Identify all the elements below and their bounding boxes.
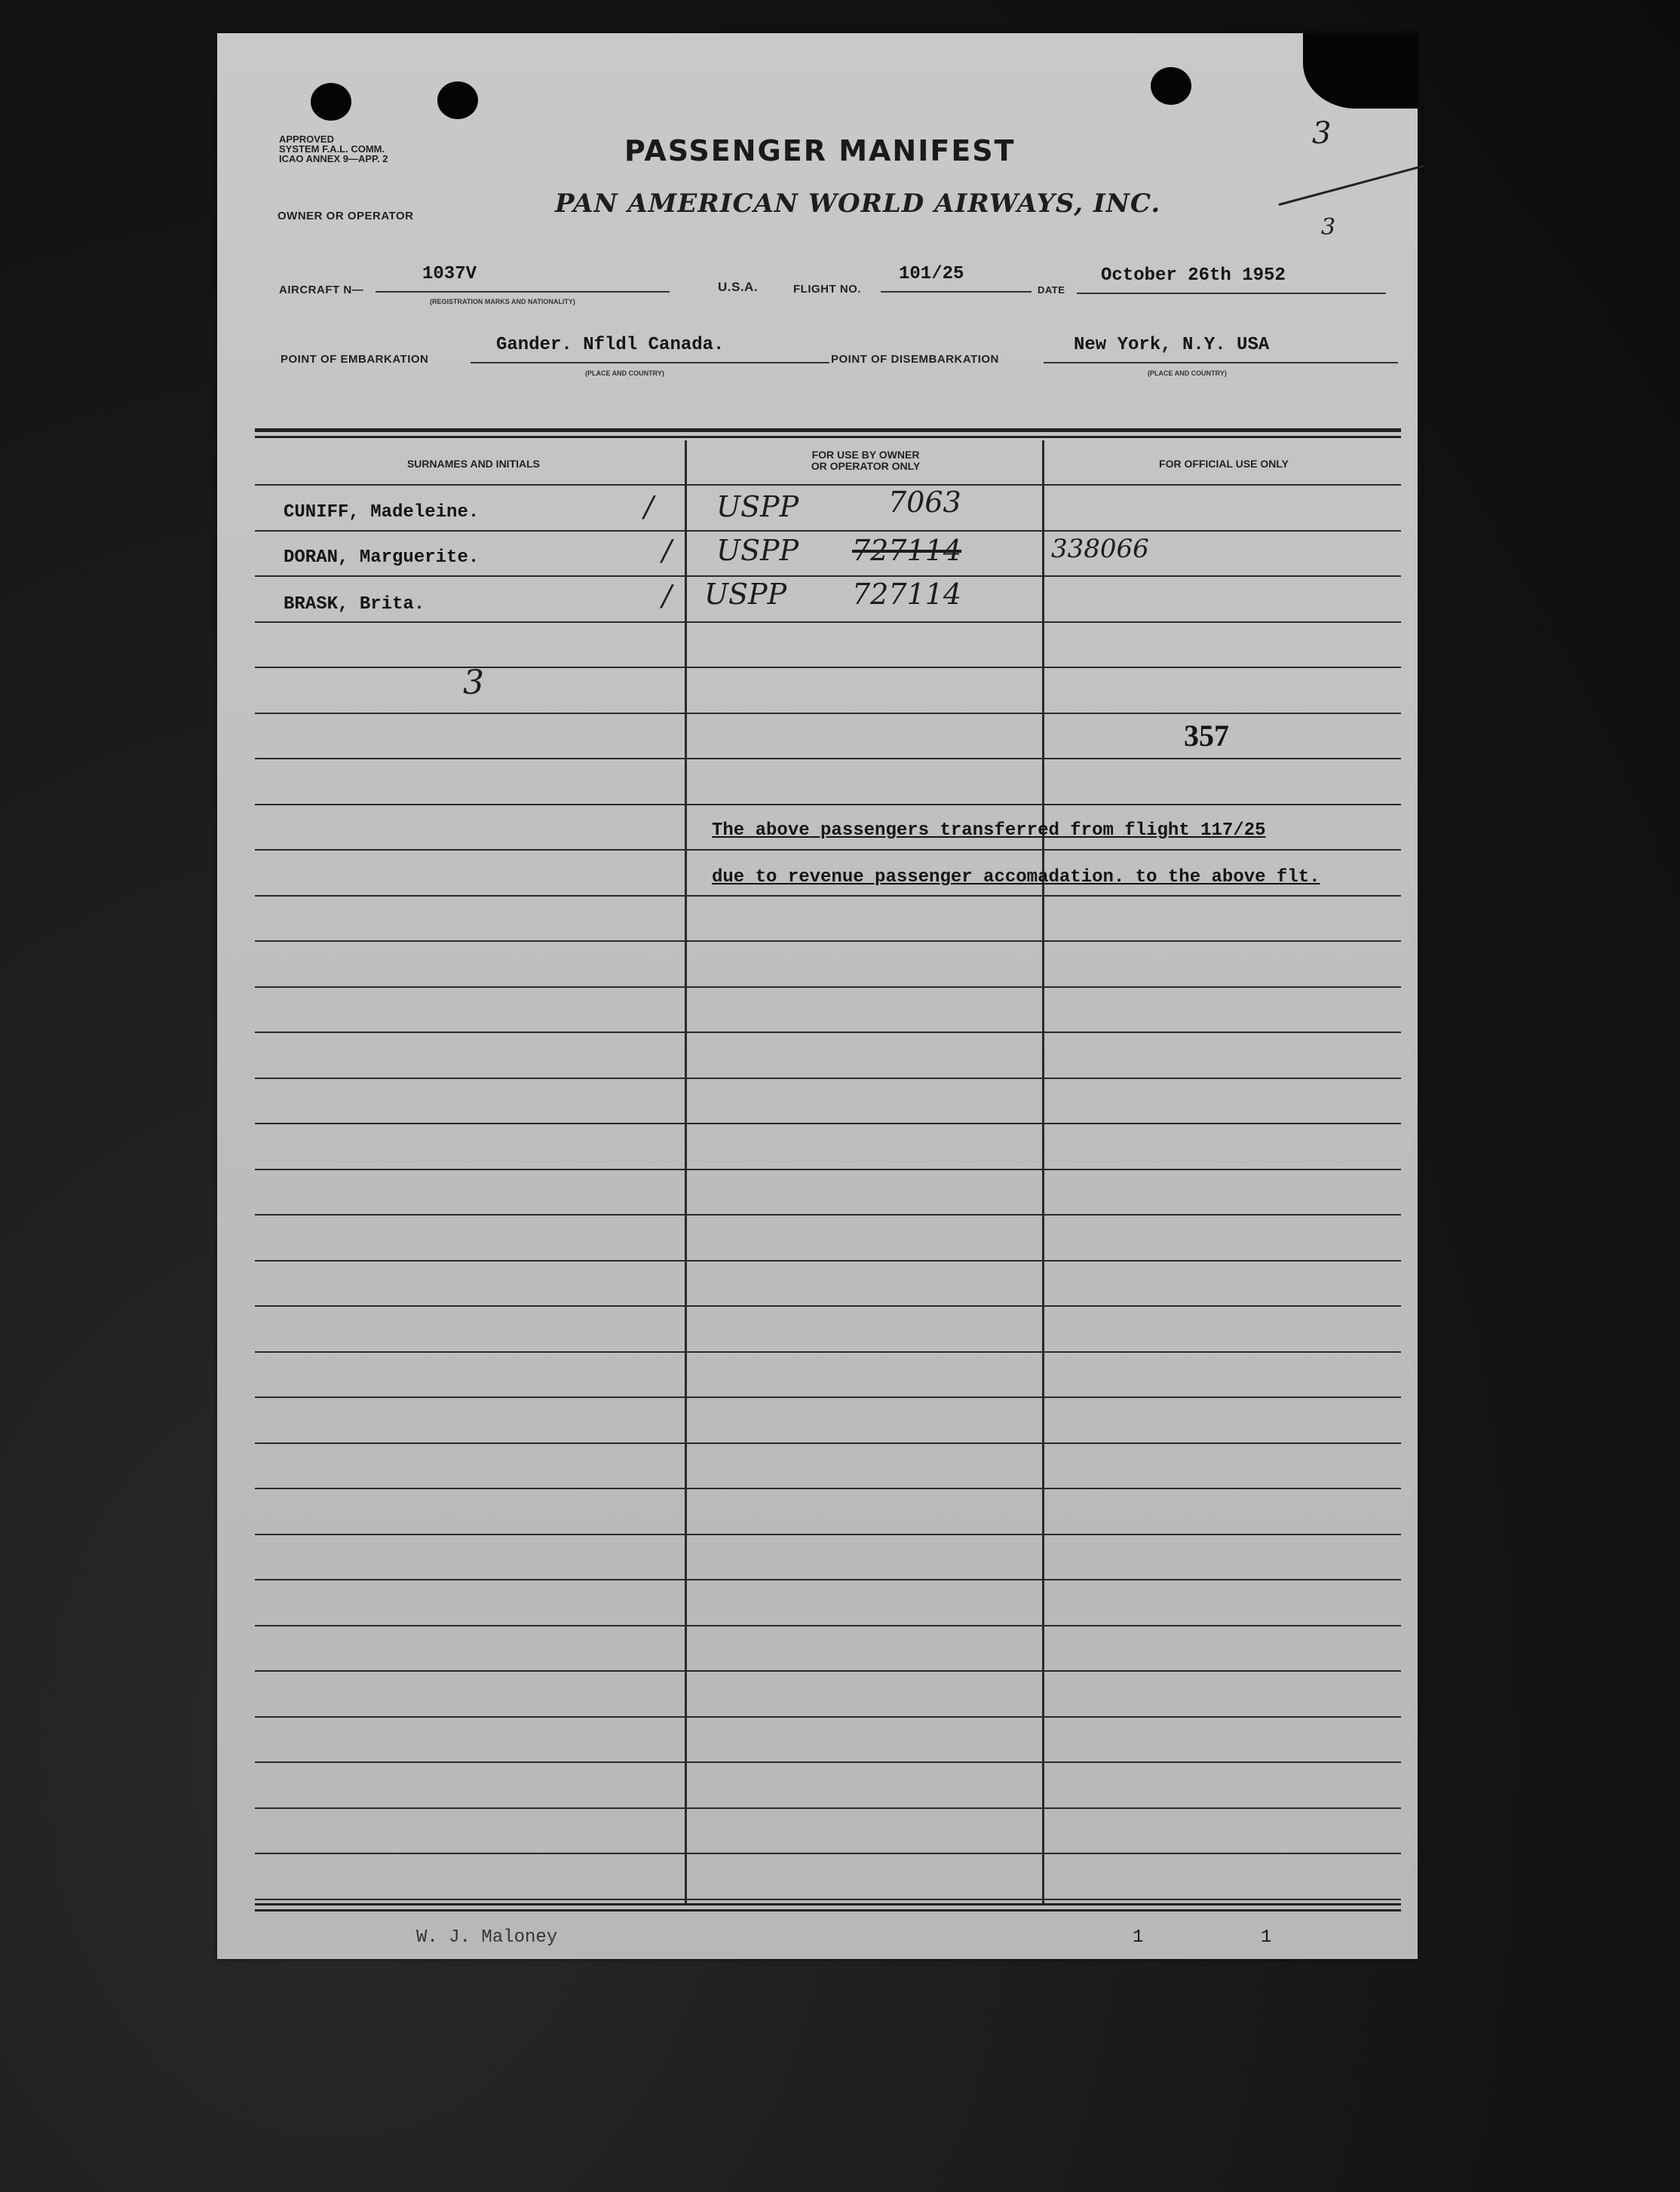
ruled-line [255,1716,1401,1718]
ruled-line [255,1214,1401,1216]
operator-number: 727114 [852,578,962,611]
official-total: 357 [1184,719,1229,753]
ruled-line [255,1351,1401,1353]
passenger-tick: / [662,534,672,567]
table-top-border [255,428,1401,432]
flight-underline [881,291,1032,293]
passenger-tick: / [662,579,672,612]
punch-hole-left [311,83,351,121]
ruled-line [255,1807,1401,1809]
passenger-name: DORAN, Marguerite. [284,547,480,568]
company-name: PAN AMERICAN WORLD AIRWAYS, INC. [555,189,1161,219]
page-title: PASSENGER MANIFEST [624,134,1016,167]
ruled-line [255,530,1401,532]
column-divider-2 [1042,440,1044,1903]
ruled-line [255,1260,1401,1262]
ruled-line [255,1032,1401,1033]
operator-note: USPP [704,578,787,611]
table-bottom-border [255,1903,1401,1905]
operator-note: USPP [716,534,799,567]
ruled-line [255,1123,1401,1124]
disembark-caption: (PLACE AND COUNTRY) [1148,369,1227,377]
date-label: DATE [1038,284,1065,296]
torn-corner [1303,33,1418,109]
embark-value: Gander. Nfldl Canada. [496,335,725,355]
passenger-tick: / [644,490,654,523]
registration-caption: (REGISTRATION MARKS AND NATIONALITY) [430,298,575,305]
operator-number-struck: 727114 [852,534,962,567]
aircraft-label: AIRCRAFT N— [279,284,364,296]
corner-note-top: 3 [1312,116,1332,151]
operator-note: USPP [716,490,799,523]
column-header-operator: FOR USE BY OWNER OR OPERATOR ONLY [811,449,921,472]
ruled-line [255,1534,1401,1535]
ruled-line [255,1442,1401,1444]
disembark-underline [1044,362,1398,363]
approval-note: APPROVED SYSTEM F.A.L. COMM. ICAO ANNEX 9—APP. 2 [279,133,388,164]
column-header-official: FOR OFFICIAL USE ONLY [1159,458,1289,470]
disembark-value: New York, N.Y. USA [1074,335,1270,355]
owner-label: OWNER OR OPERATOR [277,210,414,222]
passenger-count: 3 [463,664,484,702]
passenger-name: BRASK, Brita. [284,594,425,615]
aircraft-value: 1037V [422,264,477,284]
page-number-b: 1 [1261,1927,1272,1948]
aircraft-underline [376,291,670,293]
ruled-line [255,713,1401,714]
table-top-border-2 [255,436,1401,438]
ruled-line [255,1396,1401,1398]
embark-caption: (PLACE AND COUNTRY) [585,369,664,377]
ruled-line [255,895,1401,897]
corner-note-bottom: 3 [1321,214,1336,241]
ruled-line [255,804,1401,805]
passenger-name: CUNIFF, Madeleine. [284,502,480,523]
ruled-line [255,1761,1401,1763]
ruled-line [255,484,1401,486]
table-bottom-border-2 [255,1909,1401,1911]
flight-value: 101/25 [899,264,964,284]
ruled-line [255,1488,1401,1489]
ruled-line [255,758,1401,759]
ruled-line [255,667,1401,668]
manifest-sheet [217,33,1418,1959]
ruled-line [255,575,1401,577]
ruled-line [255,1625,1401,1626]
date-value: October 26th 1952 [1101,265,1286,286]
signature: W. J. Maloney [416,1927,558,1948]
ruled-line [255,621,1401,623]
embark-underline [471,362,829,363]
ruled-line [255,1853,1401,1854]
punch-hole-center [437,81,478,119]
remark-line-1: The above passengers transferred from flight 117/25 [712,820,1266,841]
official-number: 338066 [1051,534,1149,564]
punch-hole-right [1151,67,1191,105]
ruled-line [255,1579,1401,1580]
operator-number: 7063 [888,486,961,519]
page-number-a: 1 [1133,1927,1144,1948]
ruled-line [255,1169,1401,1170]
usa-label: U.S.A. [718,280,759,294]
column-header-surnames: SURNAMES AND INITIALS [406,458,541,470]
ruled-line [255,1305,1401,1307]
ruled-line [255,1899,1401,1900]
ruled-line [255,849,1401,851]
disembark-label: POINT OF DISEMBARKATION [831,353,999,366]
corner-note-slash [1279,164,1425,206]
column-divider-1 [685,440,687,1903]
ruled-line [255,1670,1401,1672]
ruled-line [255,1078,1401,1079]
flight-label: FLIGHT NO. [793,283,861,296]
date-underline [1077,293,1386,294]
ruled-line [255,986,1401,988]
ruled-line [255,940,1401,942]
embark-label: POINT OF EMBARKATION [281,353,429,366]
remark-line-2: due to revenue passenger accomadation. to the above flt. [712,867,1320,888]
